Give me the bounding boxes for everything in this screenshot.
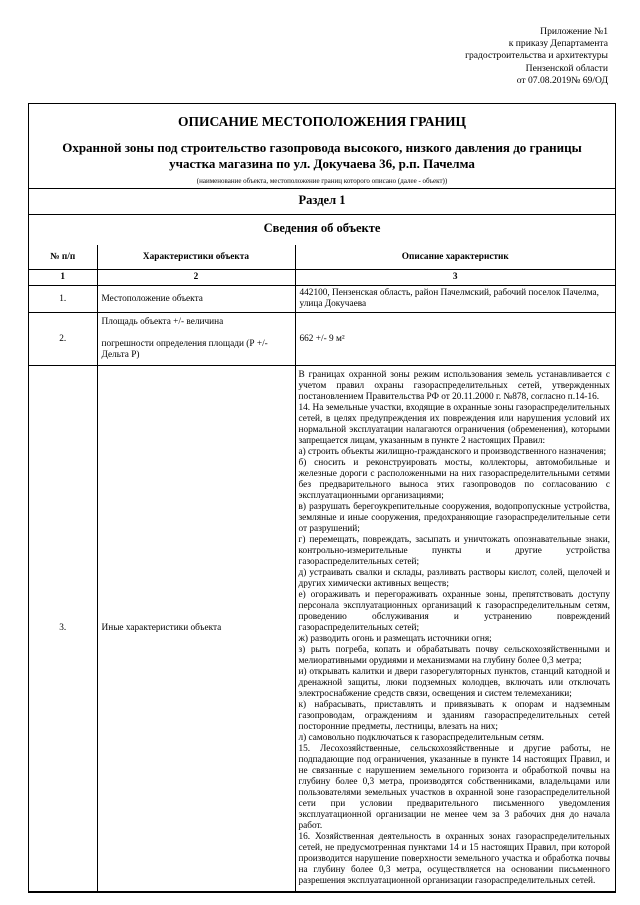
column-header: Описание характеристик	[295, 245, 615, 270]
appendix-line: Приложение №1	[540, 26, 608, 37]
description-paragraph: б) сносить и реконструировать мосты, коллекторы, автомобильные и железные дороги с расположенными на них газораспределительными сетями без предварительного выноса этих газопроводов по согласованию с эксплуатационными организациями;	[298, 458, 610, 501]
description-paragraph: л) самовольно подключаться к газораспределительным сетям.	[298, 733, 544, 743]
row-number: 1.	[29, 286, 97, 313]
table-row	[29, 313, 615, 366]
section-number: Раздел 1	[298, 193, 346, 207]
column-header: Характеристики объекта	[97, 245, 295, 270]
column-number: 2	[97, 270, 295, 286]
characteristic-value: 442100, Пензенская область, район Пачелмский, рабочий поселок Пачелма, улица Докучаева	[295, 286, 615, 313]
section-name: Сведения об объекте	[263, 221, 381, 235]
document-subtitle: Охранной зоны под строительство газопровода высокого, низкого давления до границы участка магазина по ул. Докучаева 36, р.п. Пачелма	[62, 140, 582, 171]
characteristic-name: Местоположение объекта	[97, 286, 295, 313]
description-paragraph: В границах охранной зоны режим использования земель устанавливается с учетом правил охраны газораспределительных сетей, утвержденных постановлением Правительства РФ от 20.11.2000 г. №878, согласно п.14-16.	[298, 370, 610, 402]
appendix-line: Пензенской области	[525, 62, 608, 74]
table-row	[29, 286, 615, 313]
table-header-row	[29, 245, 615, 270]
description-paragraph: д) устраивать свалки и склады, разливать растворы кислот, солей, щелочей и других химически активных веществ;	[298, 568, 610, 589]
column-header: № п/п	[29, 245, 97, 270]
characteristic-name: Иные характеристики объекта	[97, 366, 295, 892]
description-paragraph: з) рыть погреба, копать и обрабатывать почву сельскохозяйственными и мелиоративными орудиями и механизмами на глубину более 0,3 метра;	[298, 645, 610, 666]
document-title: ОПИСАНИЕ МЕСТОПОЛОЖЕНИЯ ГРАНИЦ	[178, 114, 466, 129]
description-paragraph: а) строить объекты жилищно-гражданского и производственного назначения;	[298, 447, 607, 457]
characteristic-name	[97, 313, 295, 366]
column-number: 3	[295, 270, 615, 286]
row-number: 2.	[29, 313, 97, 366]
document-frame	[28, 103, 616, 893]
characteristic-name-line: погрешности определения площади (Р +/- Дельта Р)	[101, 339, 268, 360]
description-paragraph: в) разрушать берегоукрепительные сооружения, водопропускные устройства, земляные и иные сооружения, предохраняющие газораспределительные сети от разрушений;	[298, 502, 610, 534]
description-paragraph: ж) разводить огонь и размещать источники огня;	[298, 634, 492, 644]
row-number: 3.	[29, 366, 97, 892]
description-paragraph: е) огораживать и перегораживать охранные зоны, препятствовать доступу персонала эксплуатационных организаций к газораспределительным сетям, проведению обслуживания и устранению повреждений газораспределительных сетей;	[298, 590, 610, 633]
object-table	[29, 245, 615, 892]
appendix-line: градостроительства и архитектуры	[465, 50, 608, 62]
column-number: 1	[29, 270, 97, 286]
object-caption: (наименование объекта, местоположение границ которого описано (далее - объект))	[196, 177, 448, 185]
characteristic-name-line: Площадь объекта +/- величина	[101, 317, 224, 327]
column-number-row	[29, 270, 615, 286]
appendix-line: от 07.08.2019№ 69/ОД	[516, 74, 608, 86]
appendix-note	[388, 26, 608, 87]
description-paragraph: и) открывать калитки и двери газорегуляторных пунктов, станций катодной и дренажной защиты, люки подземных колодцев, включать или отключать электроснабжение средств связи, освещения и систем телемеханики;	[298, 667, 610, 699]
divider	[29, 188, 615, 189]
description-paragraph: к) набрасывать, приставлять и привязывать к опорам и надземным газопроводам, ограждениям и зданиям газораспределительных сетей посторонние предметы, лестницы, влезать на них;	[298, 700, 610, 732]
characteristic-description	[295, 366, 615, 892]
description-paragraph: 14. На земельные участки, входящие в охранные зоны газораспределительных сетей, в целях предупреждения их повреждения или нарушения условий их нормальной эксплуатации налагаются ограничения (обременения), которыми запрещается лицам, указанным в пункте 2 настоящих Правил:	[298, 403, 610, 446]
divider	[29, 214, 615, 215]
description-paragraph: г) перемещать, повреждать, засыпать и уничтожать опознавательные знаки, контрольно-измерительные пункты и другие устройства газораспределительных сетей;	[298, 535, 610, 567]
characteristic-value: 662 +/- 9 м²	[295, 313, 615, 366]
description-paragraph: 16. Хозяйственная деятельность в охранных зонах газораспределительных сетей, не предусмотренная пунктами 14 и 15 настоящих Правил, при которой производится нарушение поверхности земельного участка и обработка почвы на глубину более 0,3 метра, осуществляется на основании письменного разрешения эксплуатационной организации газораспределительных сетей.	[298, 832, 610, 886]
description-paragraph: 15. Лесохозяйственные, сельскохозяйственные и другие работы, не подпадающие под ограничения, указанные в пункте 14 настоящих Правил, и не связанные с нарушением земельного горизонта и обработкой почвы на глубину более 0,3 метра, производятся собственниками, владельцами или пользователями земельных участков в охранной зоне газораспределительной сети при условии предварительного письменного уведомления эксплуатационной организации не менее чем за 3 рабочих дня до начала работ.	[298, 744, 610, 831]
table-row	[29, 366, 615, 892]
appendix-line: к приказу Департамента	[508, 38, 608, 50]
